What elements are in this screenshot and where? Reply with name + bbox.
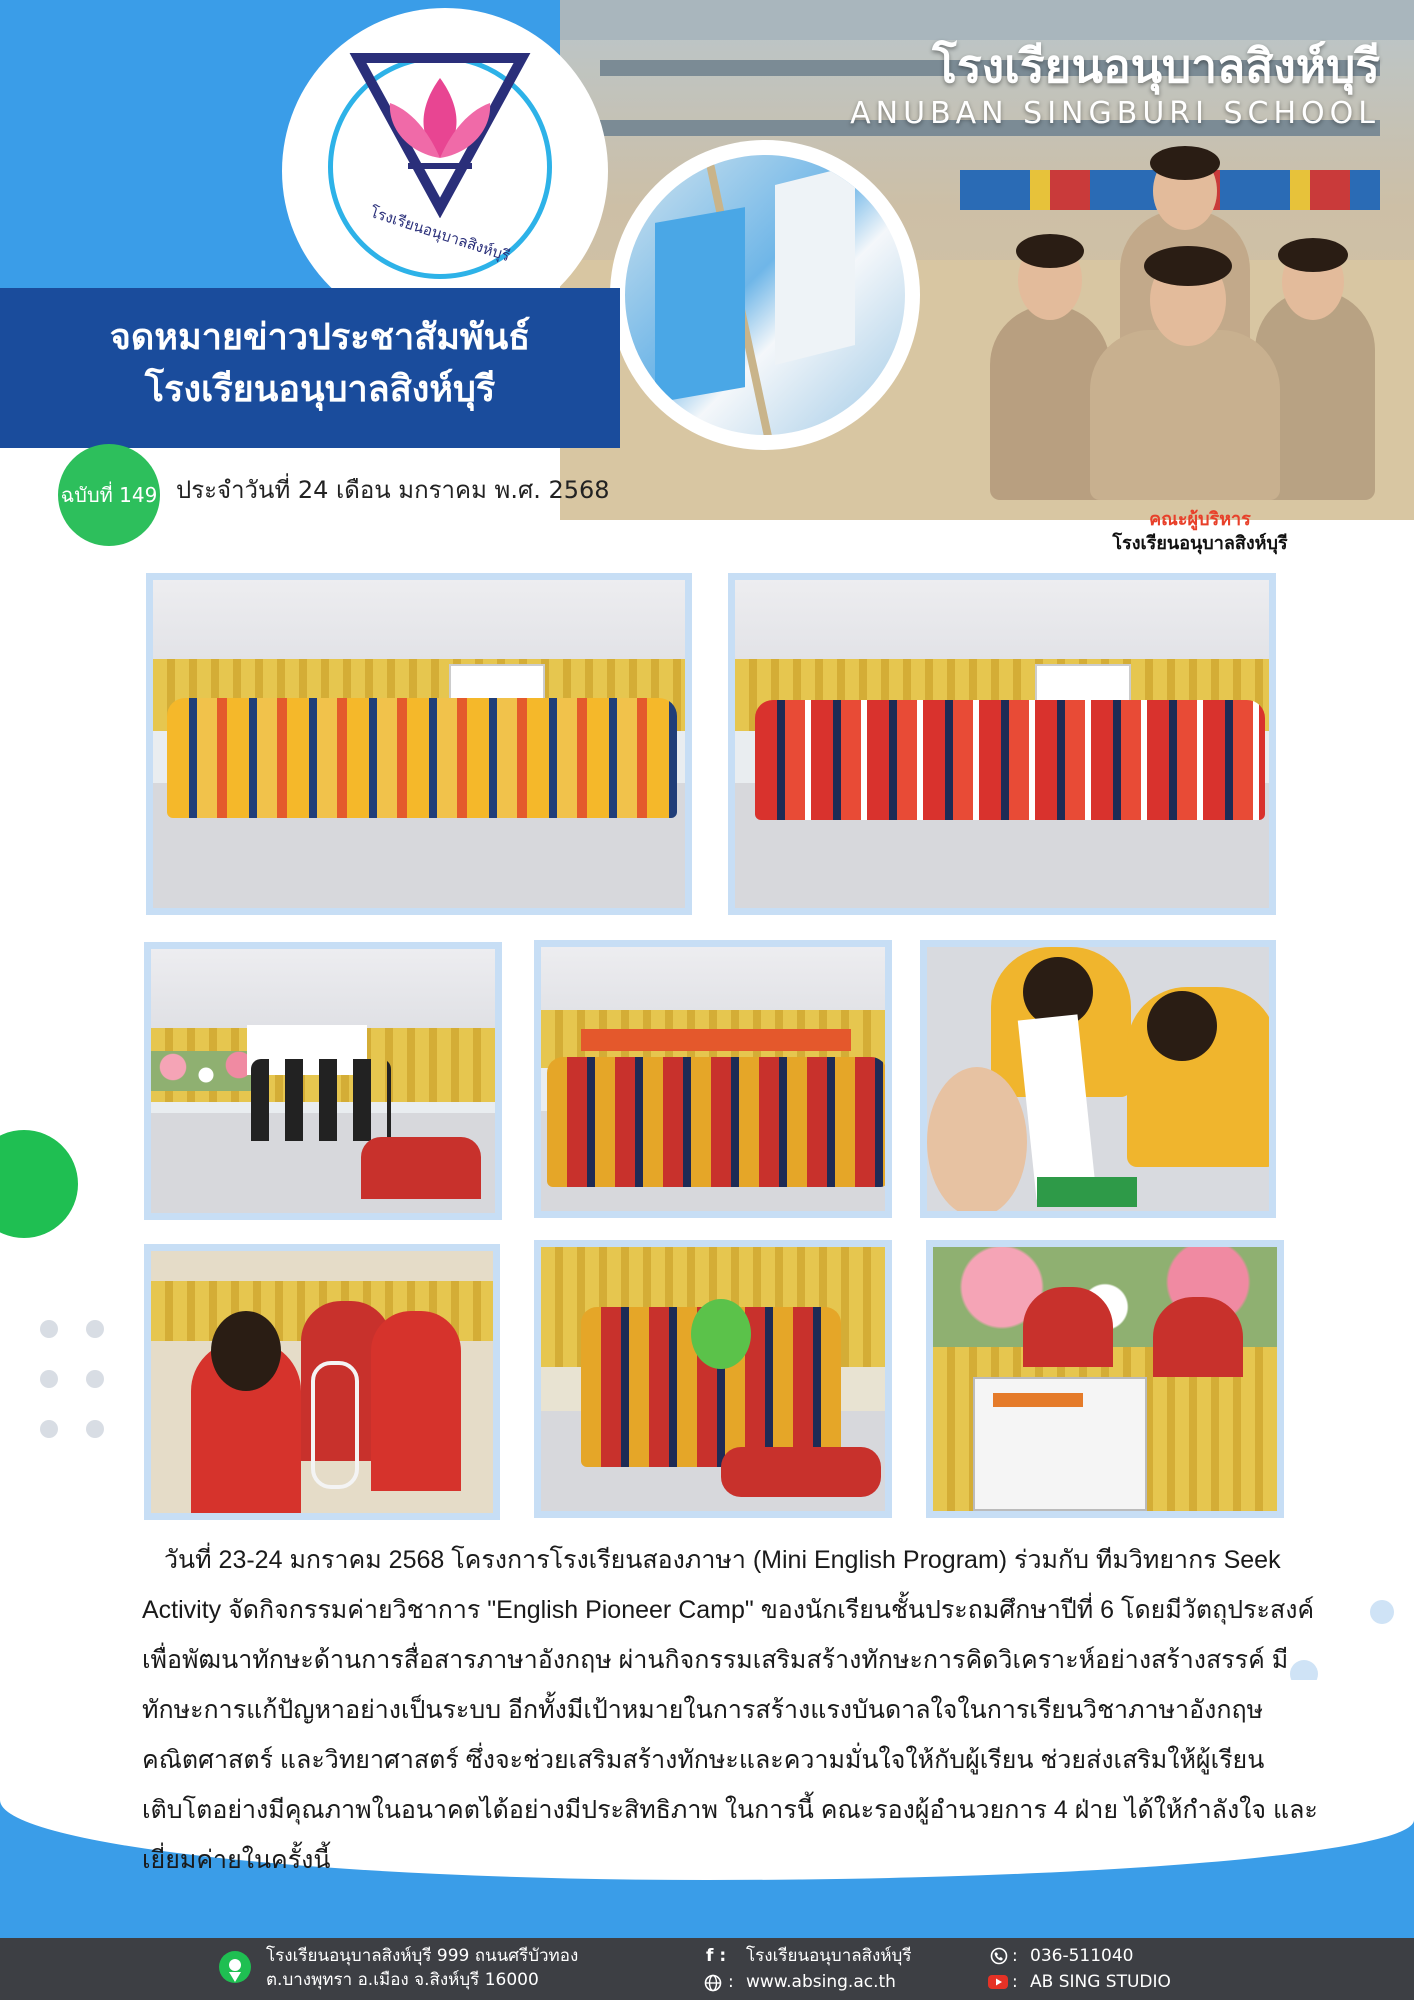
logo-text: โรงเรียนอนุบาลสิงห์บุรี: [367, 202, 513, 266]
issue-number-badge: ฉบับที่ 149: [58, 444, 160, 546]
executives-caption-school: โรงเรียนอนุบาลสิงห์บุรี: [1112, 533, 1288, 554]
newsletter-title-line2: โรงเรียนอนุบาลสิงห์บุรี: [144, 369, 496, 410]
newsletter-title: [30, 312, 610, 416]
globe-icon: [704, 1974, 722, 1992]
footer-facebook[interactable]: โรงเรียนอนุบาลสิงห์บุรี: [746, 1946, 912, 1966]
decorative-green-circle: [0, 1130, 78, 1238]
school-name-thai: โรงเรียนอนุบาลสิงห์บุรี: [932, 39, 1380, 93]
phone-icon: [990, 1947, 1008, 1965]
footer-address-line2: ต.บางพุทรา อ.เมือง จ.สิงห์บุรี 16000: [266, 1970, 539, 1990]
web-prefix: :: [728, 1972, 734, 1992]
article-body: [142, 1535, 1322, 1885]
issue-date: ประจำวันที่ 24 เดือน มกราคม พ.ศ. 2568: [176, 476, 610, 504]
footer-youtube[interactable]: AB SING STUDIO: [1030, 1972, 1171, 1992]
lotus-triangle-icon: [348, 48, 532, 218]
decorative-dot: [86, 1420, 104, 1438]
footer-phone[interactable]: 036-511040: [1030, 1946, 1134, 1966]
decorative-dot: [1370, 1600, 1394, 1624]
students-building-project: [920, 940, 1276, 1218]
seated-students-hall: [534, 940, 892, 1218]
phone-prefix: :: [1012, 1946, 1018, 1966]
article-paragraph: วันที่ 23-24 มกราคม 2568 โครงการโรงเรียนสองภาษา (Mini English Program) ร่วมกับ ทีมวิทยากร Seek Activity จัดกิจกรรมค่ายวิชาการ "English Pioneer Camp" ของนักเรียนชั้นประถมศึกษาปีที่ 6 โดยมีวัตถุประสงค์เพื่อพัฒนาทักษะด้านการสื่อสารภาษาอังกฤษ ผ่านกิจกรรมเสริมสร้างทักษะการคิดวิเคราะห์อย่างสร้างสรรค์ มีทักษะการแก้ปัญหาอย่างเป็นระบบ อีกทั้งมีเป้าหมายในการสร้างแรงบันดาลใจในการเรียนวิชาภาษาอังกฤษ คณิตศาสตร์ และวิทยาศาสตร์ ซึ่งจะช่วยเสริมสร้างทักษะและความมั่นใจให้กับผู้เรียน ช่วยส่งเสริมให้ผู้เรียนเติบโตอย่างมีคุณภาพในอนาคตได้อย่างมีประสิทธิภาพ ในการนี้ คณะรองผู้อำนวยการ 4 ฝ่าย ได้ให้กำลังใจ และเยี่ยมค่ายในครั้งนี้: [142, 1546, 1318, 1874]
executives-caption: [1040, 508, 1360, 556]
decorative-dot: [86, 1370, 104, 1388]
students-science-activity: [144, 1244, 500, 1520]
decorative-dot: [40, 1420, 58, 1438]
decorative-dot: [86, 1320, 104, 1338]
location-pin-icon: [218, 1950, 252, 1990]
executives-caption-title: คณะผู้บริหาร: [1149, 509, 1251, 530]
facebook-icon: f :: [706, 1946, 727, 1966]
flag-photo: [625, 155, 905, 435]
footer-address: [266, 1944, 578, 1992]
students-poster-presentation: [926, 1240, 1284, 1518]
teachers-on-stage: [144, 942, 502, 1220]
students-posing-mascot: [534, 1240, 892, 1518]
footer-address-line1: โรงเรียนอนุบาลสิงห์บุรี 999 ถนนศรีบัวทอง: [266, 1946, 579, 1966]
group-photo-yellow-shirts: [146, 573, 692, 915]
executives-photo: [990, 150, 1380, 500]
decorative-dot: [40, 1370, 58, 1388]
group-photo-red-shirts: [728, 573, 1276, 915]
youtube-prefix: :: [1012, 1972, 1018, 1992]
footer-website[interactable]: www.absing.ac.th: [746, 1972, 896, 1992]
school-name-english: ANUBAN SINGBURI SCHOOL: [850, 96, 1380, 131]
newsletter-title-line1: จดหมายข่าวประชาสัมพันธ์: [109, 317, 531, 358]
youtube-icon: [988, 1974, 1008, 1990]
decorative-dot: [40, 1320, 58, 1338]
